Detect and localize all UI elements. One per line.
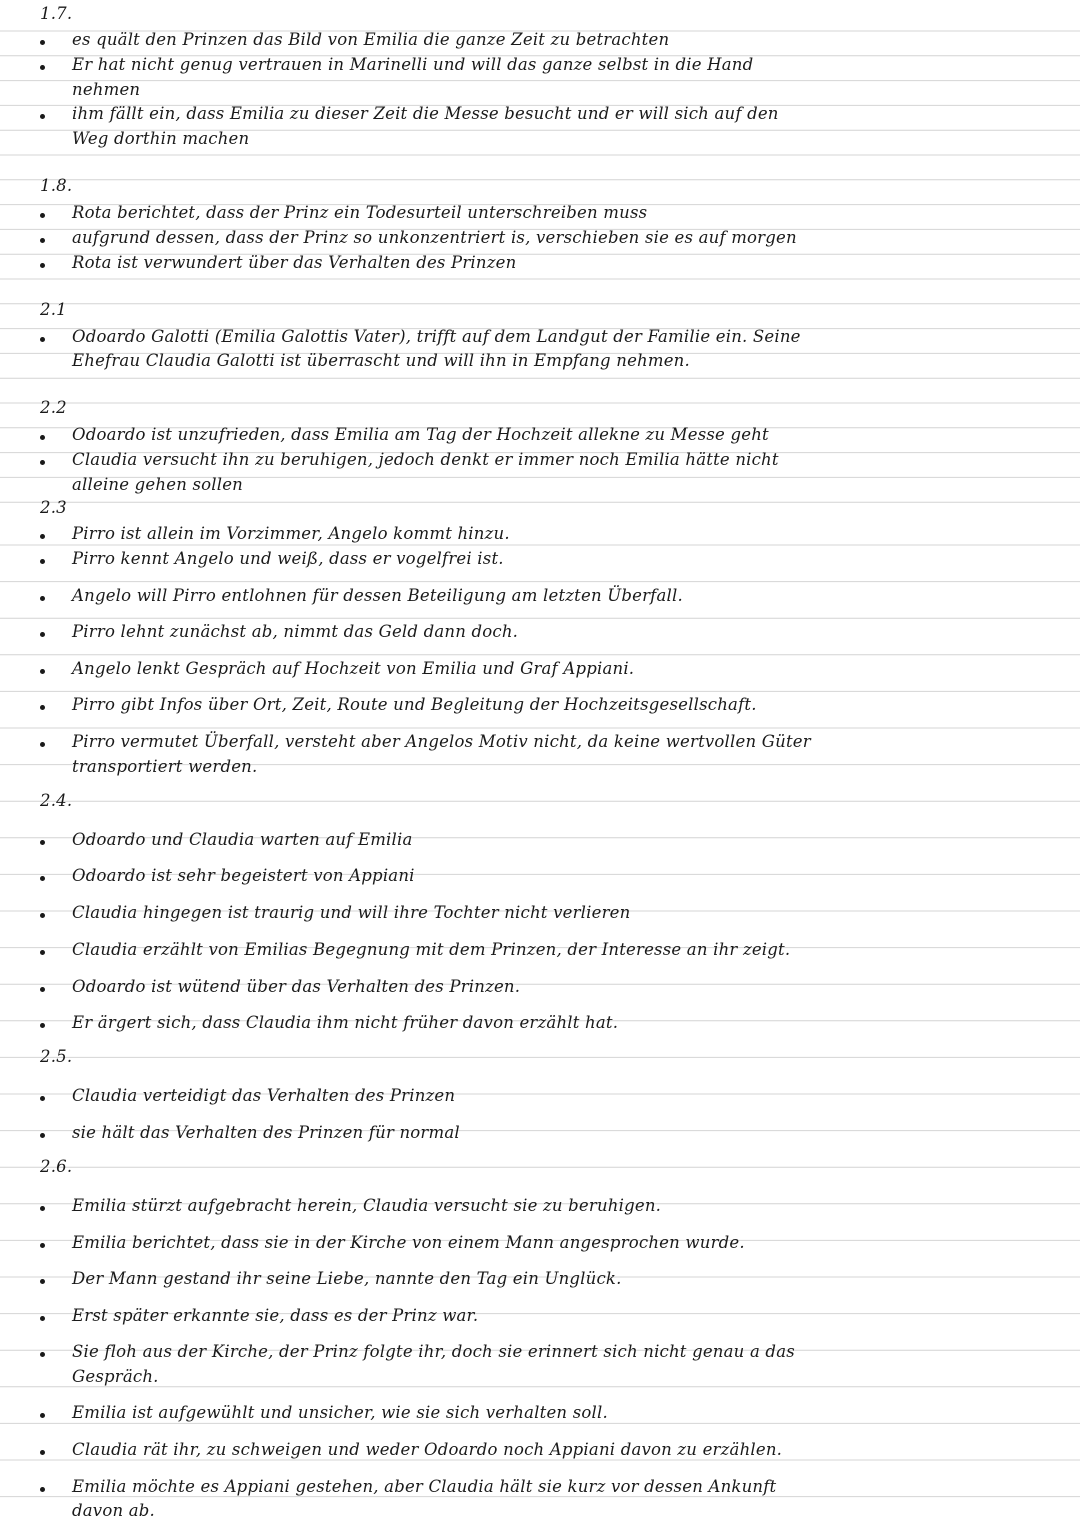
bullet-dot-icon: [40, 705, 45, 710]
bullet-text: Claudia rät ihr, zu schweigen und weder Odoardo noch Appiani davon zu erzählen.: [72, 1440, 783, 1459]
bullet-text-continuation: nehmen: [72, 80, 141, 99]
bullet-text: Rota berichtet, dass der Prinz ein Todesurteil unterschreiben muss: [72, 203, 648, 222]
bullet-text: Odoardo ist unzufrieden, dass Emilia am Tag der Hochzeit allekne zu Messe geht: [72, 425, 769, 444]
bullet-dot-icon: [40, 435, 45, 440]
bullet-text: Claudia erzählt von Emilias Begegnung mit dem Prinzen, der Interesse an ihr zeigt.: [72, 940, 791, 959]
bullet-dot-icon: [40, 987, 45, 992]
bullet-dot-icon: [40, 950, 45, 955]
bullet-text-continuation: davon ab.: [72, 1501, 155, 1520]
bullet-text-continuation: alleine gehen sollen: [72, 475, 244, 494]
bullet-dot-icon: [40, 1487, 45, 1492]
bullet-dot-icon: [40, 1413, 45, 1418]
bullet-dot-icon: [40, 460, 45, 465]
bullet-dot-icon: [40, 114, 45, 119]
bullet-text: Odoardo ist wütend über das Verhalten des Prinzen.: [72, 977, 521, 996]
bullet-dot-icon: [40, 742, 45, 747]
bullet-dot-icon: [40, 1206, 45, 1211]
bullet-dot-icon: [40, 669, 45, 674]
bullet-dot-icon: [40, 913, 45, 918]
bullet-dot-icon: [40, 840, 45, 845]
bullet-dot-icon: [40, 632, 45, 637]
bullet-dot-icon: [40, 1023, 45, 1028]
bullet-text: Der Mann gestand ihr seine Liebe, nannte den Tag ein Unglück.: [72, 1269, 622, 1288]
bullet-text: Erst später erkannte sie, dass es der Prinz war.: [72, 1306, 479, 1325]
bullet-text: Odoardo und Claudia warten auf Emilia: [72, 830, 413, 849]
bullet-text: es quält den Prinzen das Bild von Emilia die ganze Zeit zu betrachten: [72, 30, 670, 49]
section-heading: 2.3: [40, 498, 67, 517]
bullet-text: Claudia hingegen ist traurig und will ihre Tochter nicht verlieren: [72, 903, 631, 922]
bullet-dot-icon: [40, 213, 45, 218]
bullet-dot-icon: [40, 876, 45, 881]
section-heading: 2.2: [40, 398, 67, 417]
bullet-text: Emilia berichtet, dass sie in der Kirche von einem Mann angesprochen wurde.: [72, 1233, 745, 1252]
bullet-dot-icon: [40, 534, 45, 539]
bullet-dot-icon: [40, 1450, 45, 1455]
bullet-text: Pirro kennt Angelo und weiß, dass er vogelfrei ist.: [72, 549, 504, 568]
bullet-text: Sie floh aus der Kirche, der Prinz folgte ihr, doch sie erinnert sich nicht genau a das: [72, 1342, 795, 1361]
bullet-dot-icon: [40, 337, 45, 342]
section-heading: 2.6.: [40, 1157, 73, 1176]
bullet-dot-icon: [40, 263, 45, 268]
bullet-dot-icon: [40, 1316, 45, 1321]
bullet-text: Er hat nicht genug vertrauen in Marinelli und will das ganze selbst in die Hand: [72, 55, 754, 74]
bullet-text: aufgrund dessen, dass der Prinz so unkonzentriert is, verschieben sie es auf morgen: [72, 228, 797, 247]
bullet-text: Pirro vermutet Überfall, versteht aber Angelos Motiv nicht, da keine wertvollen Güter: [72, 732, 811, 751]
bullet-text: Rota ist verwundert über das Verhalten des Prinzen: [72, 253, 517, 272]
bullet-text: Pirro lehnt zunächst ab, nimmt das Geld dann doch.: [72, 622, 519, 641]
bullet-dot-icon: [40, 596, 45, 601]
bullet-text: Emilia stürzt aufgebracht herein, Claudia versucht sie zu beruhigen.: [72, 1196, 662, 1215]
bullet-dot-icon: [40, 238, 45, 243]
bullet-dot-icon: [40, 559, 45, 564]
section-heading: 2.4.: [40, 791, 73, 810]
section-heading: 2.1: [40, 300, 67, 319]
bullet-text: sie hält das Verhalten des Prinzen für normal: [72, 1123, 460, 1142]
bullet-text: Angelo will Pirro entlohnen für dessen Beteiligung am letzten Überfall.: [72, 586, 683, 605]
section-heading: 2.5.: [40, 1047, 73, 1066]
bullet-text: Pirro gibt Infos über Ort, Zeit, Route und Begleitung der Hochzeitsgesellschaft.: [72, 695, 757, 714]
bullet-dot-icon: [40, 1279, 45, 1284]
bullet-text-continuation: Weg dorthin machen: [72, 129, 250, 148]
bullet-text: Claudia verteidigt das Verhalten des Prinzen: [72, 1086, 456, 1105]
bullet-dot-icon: [40, 40, 45, 45]
bullet-dot-icon: [40, 1352, 45, 1357]
bullet-text: Er ärgert sich, dass Claudia ihm nicht früher davon erzählt hat.: [72, 1013, 619, 1032]
section-heading: 1.7.: [40, 4, 73, 23]
bullet-dot-icon: [40, 1096, 45, 1101]
bullet-dot-icon: [40, 65, 45, 70]
bullet-text: Angelo lenkt Gespräch auf Hochzeit von Emilia und Graf Appiani.: [72, 659, 635, 678]
bullet-text-continuation: Ehefrau Claudia Galotti ist überrascht und will ihn in Empfang nehmen.: [72, 351, 690, 370]
bullet-text-continuation: transportiert werden.: [72, 757, 258, 776]
section-heading: 1.8.: [40, 176, 73, 195]
bullet-text: Odoardo ist sehr begeistert von Appiani: [72, 866, 415, 885]
bullet-text: Pirro ist allein im Vorzimmer, Angelo kommt hinzu.: [72, 524, 510, 543]
bullet-text: Emilia ist aufgewühlt und unsicher, wie sie sich verhalten soll.: [72, 1403, 608, 1422]
bullet-dot-icon: [40, 1133, 45, 1138]
bullet-text: ihm fällt ein, dass Emilia zu dieser Zeit die Messe besucht und er will sich auf den: [72, 104, 779, 123]
bullet-text-continuation: Gespräch.: [72, 1367, 159, 1386]
bullet-text: Claudia versucht ihn zu beruhigen, jedoch denkt er immer noch Emilia hätte nicht: [72, 450, 779, 469]
bullet-dot-icon: [40, 1243, 45, 1248]
bullet-text: Odoardo Galotti (Emilia Galottis Vater), trifft auf dem Landgut der Familie ein. Seine: [72, 327, 801, 346]
bullet-text: Emilia möchte es Appiani gestehen, aber Claudia hält sie kurz vor dessen Ankunft: [72, 1477, 777, 1496]
